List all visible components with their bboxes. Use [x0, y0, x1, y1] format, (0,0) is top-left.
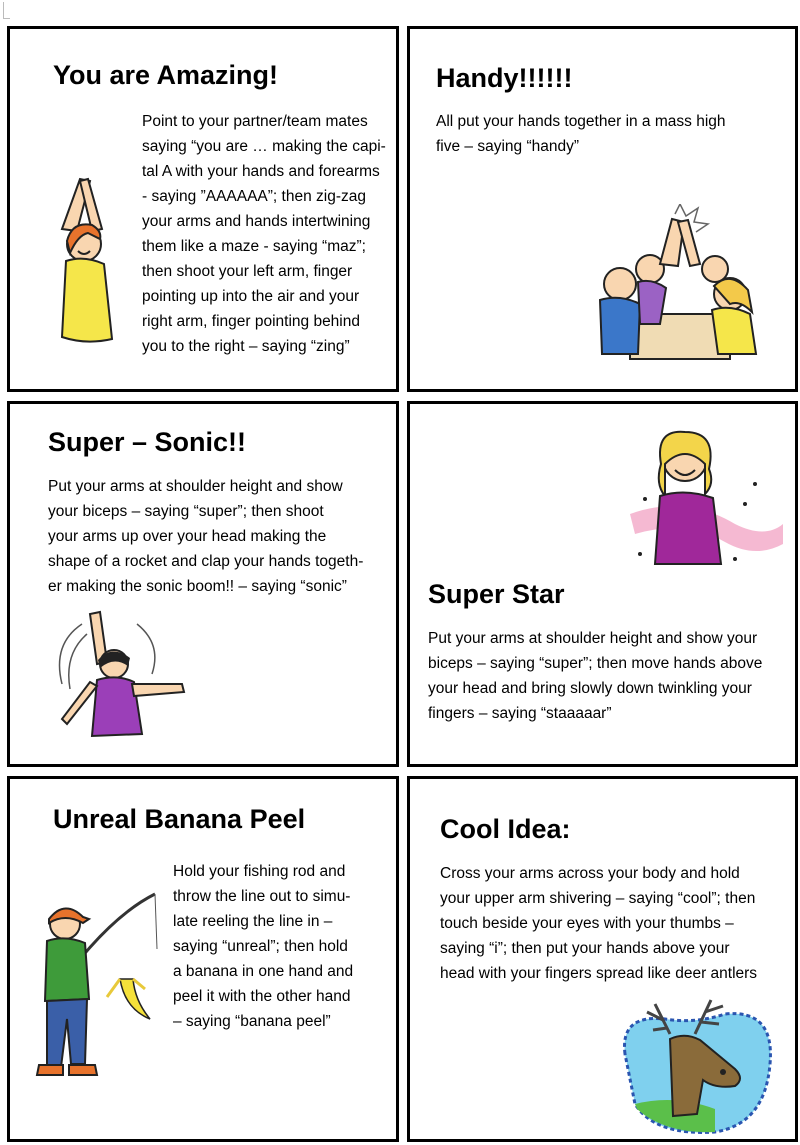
fishing-boy-banana-illustration — [25, 889, 170, 1089]
card-instructions: Point to your partner/team mates saying “you are … making the capi- tal A with your hands and forearms - saying ”AAAAAA”; then zig-zag your arms and hands intertwining them like a maze - saying “maz”; then shoot your left arm, finger pointing up into the air and your right arm, finger pointing behind you to the right – saying “zing” — [142, 113, 386, 355]
card-super-star — [407, 401, 798, 767]
cheering-girl-illustration — [32, 169, 132, 349]
card-super-sonic — [7, 401, 399, 767]
card-handy — [407, 26, 798, 392]
card-instructions: Cross your arms across your body and hold your upper arm shivering – saying “cool”; then touch beside your eyes with your thumbs – saying “i”; then put your hands above your head with your fingers spread like deer antlers — [440, 865, 758, 982]
group-high-five-illustration — [580, 204, 780, 364]
card-title: Cool Idea: — [440, 814, 571, 844]
card-instructions: All put your hands together in a mass high five – saying “handy” — [436, 113, 726, 155]
card-title: You are Amazing! — [53, 60, 279, 90]
card-instructions: Put your arms at shoulder height and show your biceps – saying “super”; then shoot your arms up over your head making the shape of a rocket and clap your hands togeth- er making the sonic boom!! – saying “sonic” — [48, 478, 364, 595]
page-corner-mark — [3, 2, 10, 19]
card-title: Handy!!!!!! — [436, 63, 573, 93]
card-instructions: Hold your fishing rod and throw the line out to simu- late reeling the line in – saying “unreal”; then hold a banana in one hand and peel it with the other hand – saying “banana peel” — [173, 863, 354, 1030]
card-you-are-amazing — [7, 26, 399, 392]
super-star-girl-illustration — [625, 424, 785, 574]
card-instructions: Put your arms at shoulder height and show your biceps – saying “super”; then move hands above your head and bring slowly down twinkling your fingers – saying “staaaaar” — [428, 630, 763, 722]
card-title: Super – Sonic!! — [48, 427, 247, 457]
clapping-girl-illustration — [42, 604, 192, 744]
card-unreal-banana-peel — [7, 776, 399, 1142]
card-title: Unreal Banana Peel — [53, 804, 306, 834]
card-cool-idea — [407, 776, 798, 1142]
deer-antlers-illustration — [615, 994, 780, 1139]
card-title: Super Star — [428, 579, 565, 609]
